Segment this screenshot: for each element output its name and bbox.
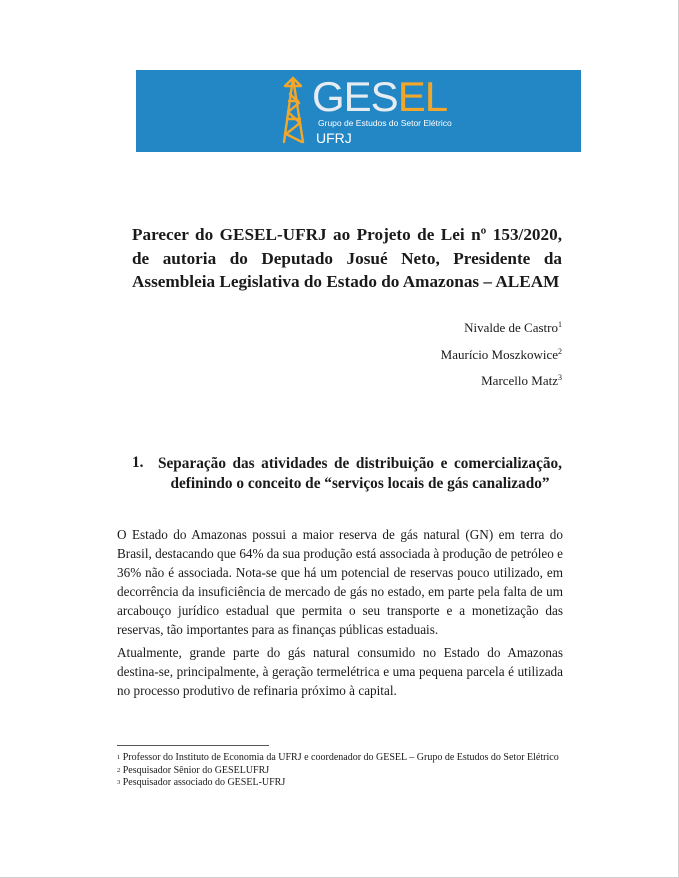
footnote-number: 1 — [117, 754, 121, 761]
footnote-ref[interactable]: 1 — [558, 320, 562, 329]
document-title-text: Parecer do GESEL-UFRJ ao Projeto de Lei nº 153/2020, de autoria do Deputado Josué Neto, Presidente da Assembleia Legislativa do Estado do Amazonas – ALEAM — [132, 225, 562, 291]
body-paragraph: Atualmente, grande parte do gás natural consumido no Estado do Amazonas destina-se, principalmente, à geração termelétrica e uma pequena parcela é utilizada no processo produtivo de refinaria próximo à capital. — [117, 645, 563, 698]
author-entry — [300, 348, 562, 362]
logo-wordmark-part1: GES — [312, 73, 398, 120]
footnote-ref[interactable]: 3 — [558, 373, 562, 382]
body-paragraph: O Estado do Amazonas possui a maior reserva de gás natural (GN) em terra do Brasil, destacando que 64% da sua produção está associada à produção de petróleo e 36% não é associada. Nota-se que há um potencial de reservas pouco utilizado, em decorrência da insuficiência de mercado de gás no estado, em parte pela falta de um arcabouço jurídico estadual que permita o seu transporte e a monetização das reservas, tão importantes para as finanças públicas estaduais. — [117, 527, 564, 637]
logo-subtitle: Grupo de Estudos do Setor Elétrico — [318, 118, 452, 128]
section-heading: Separação das atividades de distribuição e comercialização, definindo o conceito de “serviços locais de gás canalizado” — [158, 455, 562, 492]
author-entry — [300, 374, 562, 388]
document-title — [132, 223, 562, 294]
author-entry — [300, 321, 562, 335]
author-name: Marcello Matz — [481, 373, 558, 388]
author-name: Maurício Moszkowice — [440, 346, 558, 362]
footnote — [117, 752, 563, 765]
author-list — [300, 321, 562, 401]
footnote — [117, 765, 563, 778]
logo-wordmark — [312, 73, 447, 121]
footnote — [117, 777, 563, 790]
footnote-number: 2 — [117, 766, 121, 774]
footnote-text: Pesquisador associado do GESEL-UFRJ — [122, 777, 286, 788]
footnote-text: Professor do Instituto de Economia da UFRJ e coordenador do GESEL – Grupo de Estudos do Setor Elétrico — [122, 752, 559, 763]
footnote-ref[interactable]: 2 — [558, 346, 562, 356]
logo-wordmark-part2: EL — [397, 73, 448, 120]
transmission-tower-icon — [279, 76, 307, 144]
footnote-text: Pesquisador Sênior do GESELUFRJ — [122, 764, 270, 776]
logo-org: UFRJ — [316, 130, 352, 146]
footnote-number: 3 — [117, 779, 121, 786]
section-number: 1. — [132, 454, 144, 471]
author-name: Nivalde de Castro — [464, 320, 558, 335]
footnotes — [117, 752, 563, 790]
gesel-banner — [136, 70, 581, 152]
footnote-divider — [117, 745, 269, 746]
